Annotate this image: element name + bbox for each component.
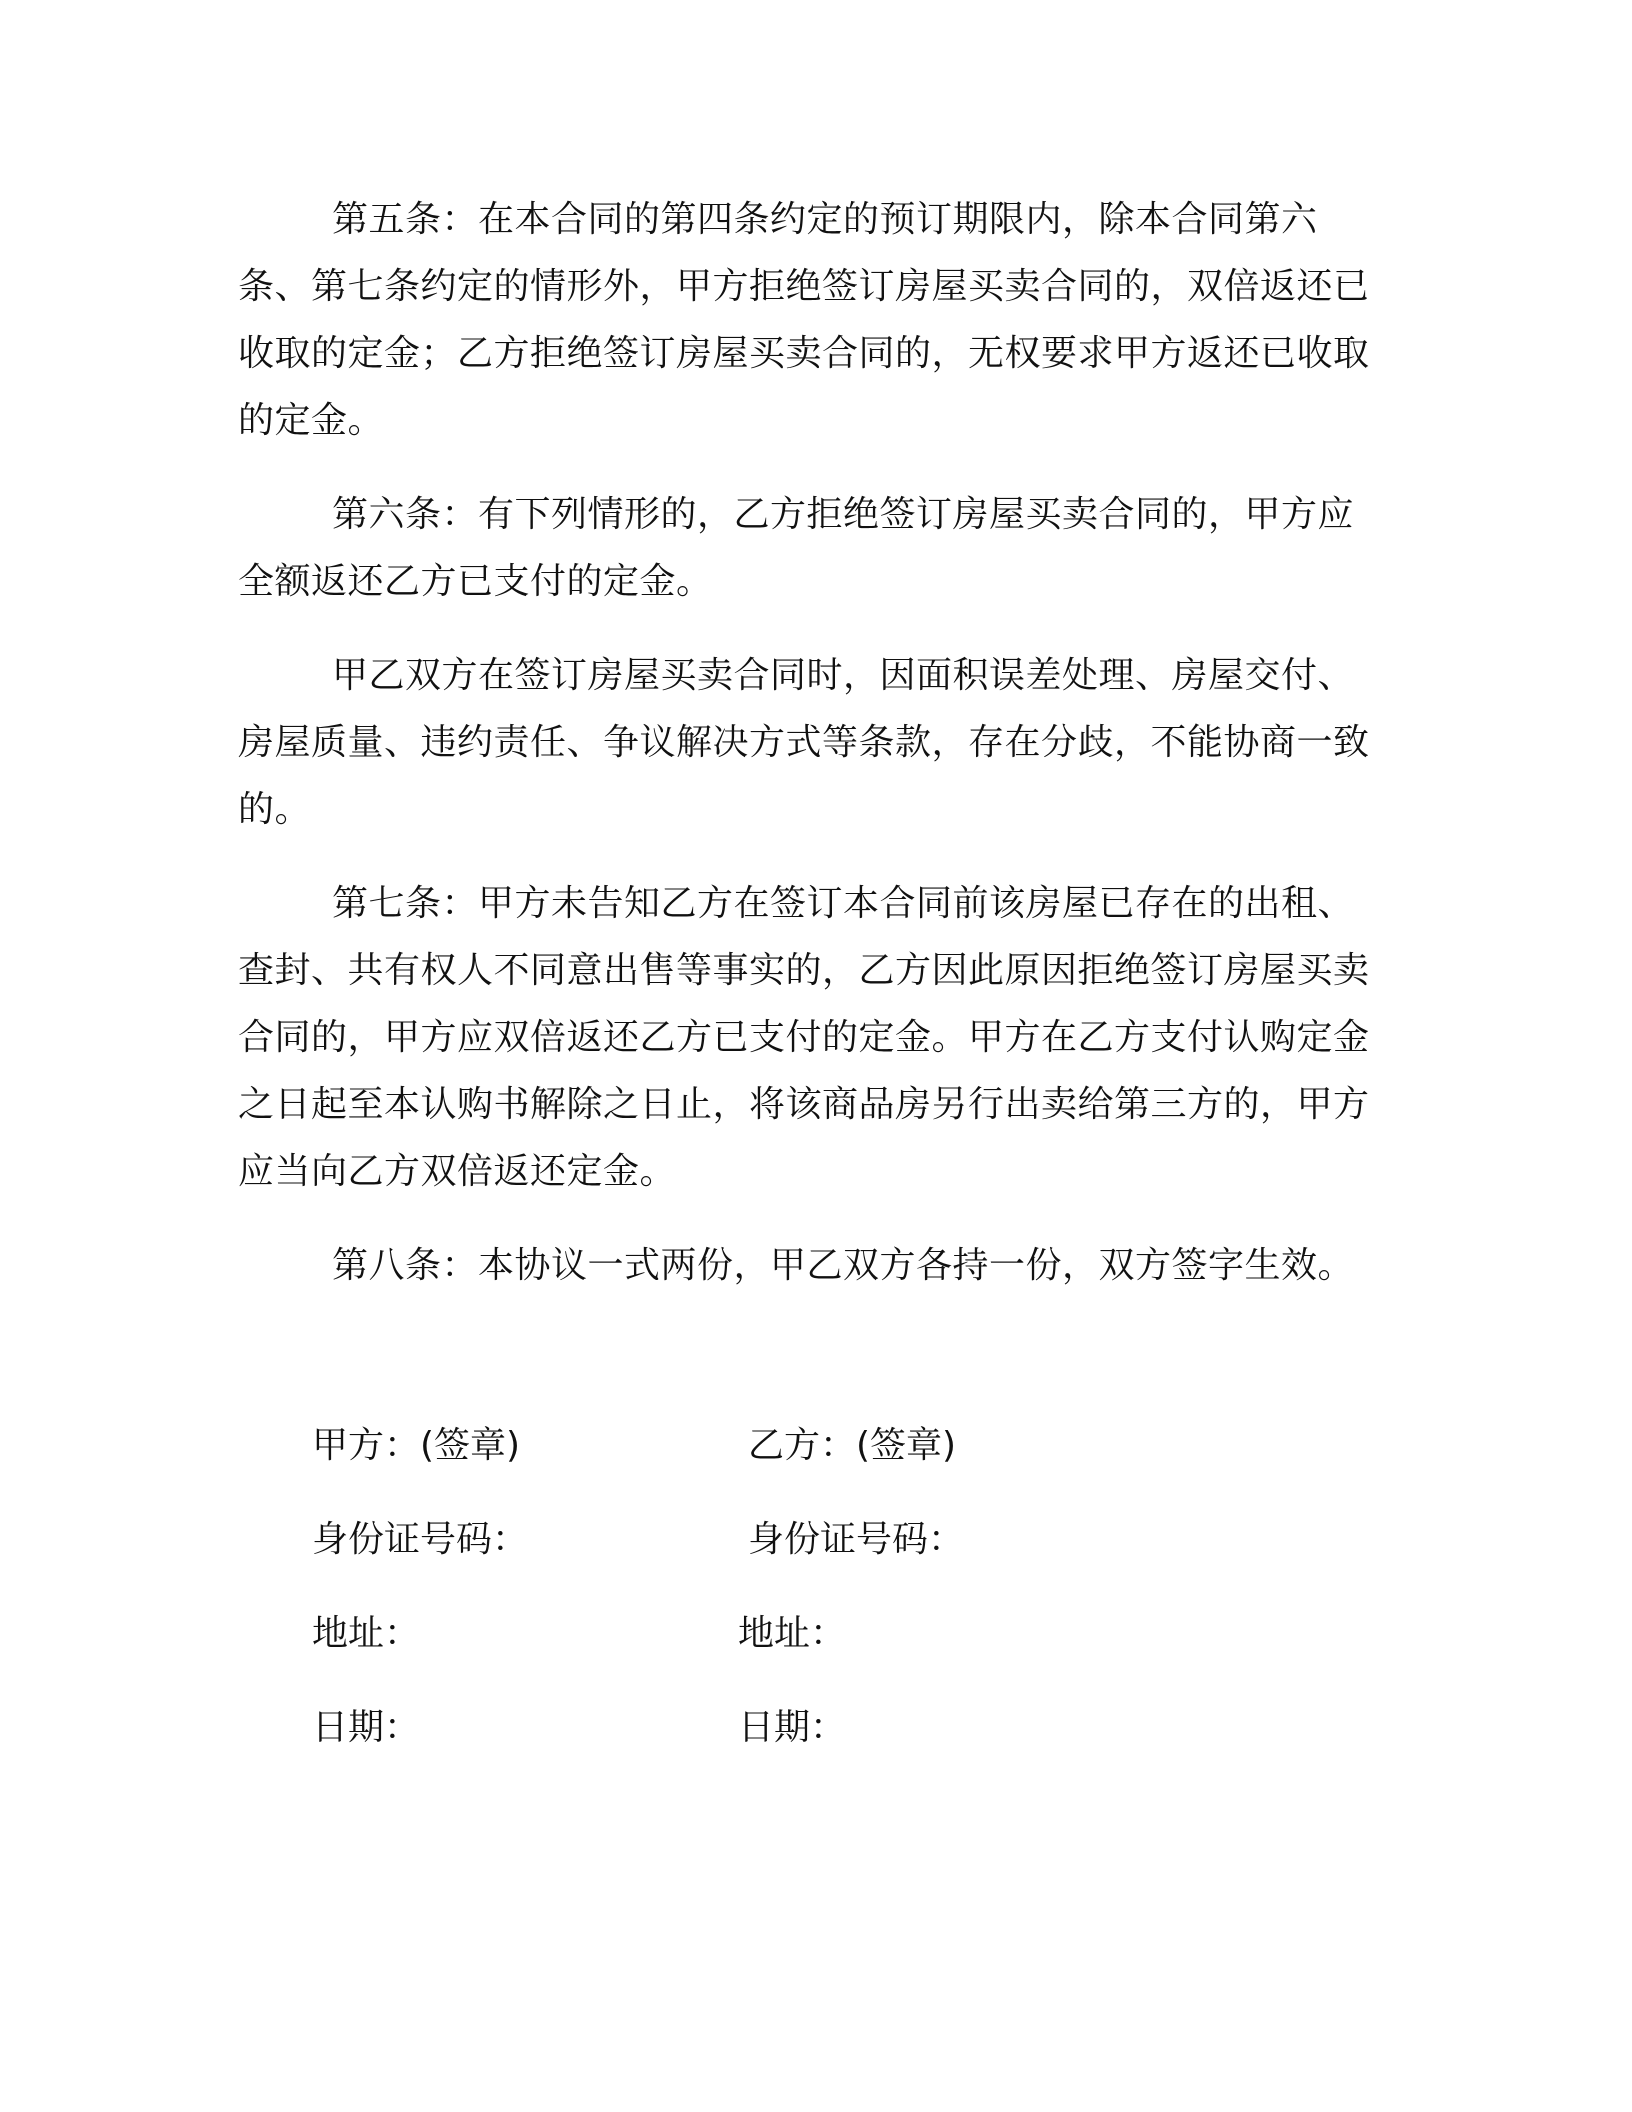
signature-seal-row [312, 1412, 1212, 1506]
party-a-id-label: 身份证号码： [312, 1519, 529, 1560]
signature-id-row [312, 1506, 1212, 1600]
party-a-date-label: 日期： [312, 1707, 421, 1748]
article-6-paragraph: 第六条：有下列情形的，乙方拒绝签订房屋买卖合同的，甲方应全额返还乙方已支付的定金。 [238, 494, 1355, 602]
party-a-address-label: 地址： [312, 1613, 421, 1654]
article-8-paragraph: 第八条：本协议一式两份，甲乙双方各持一份，双方签字生效。 [332, 1245, 1355, 1286]
article-5-paragraph: 第五条：在本合同的第四条约定的预订期限内，除本合同第六条、第七条约定的情形外，甲方拒绝签订房屋买卖合同的，双倍返还已收取的定金；乙方拒绝签订房屋买卖合同的，无权要求甲方返还已收取的定金。 [238, 199, 1370, 441]
party-b-seal-label: 乙方：(签章) [748, 1425, 957, 1466]
article-6-condition-paragraph: 甲乙双方在签订房屋买卖合同时，因面积误差处理、房屋交付、房屋质量、违约责任、争议解决方式等条款，存在分歧，不能协商一致的。 [238, 655, 1370, 830]
party-b-address-label: 地址： [738, 1613, 847, 1654]
signature-address-row [312, 1600, 1212, 1694]
party-b-date-label: 日期： [738, 1707, 847, 1748]
signature-block [312, 1412, 1212, 1788]
party-b-id-label: 身份证号码： [748, 1519, 965, 1560]
party-a-seal-label: 甲方：(签章) [312, 1425, 521, 1466]
contract-body [238, 186, 1388, 1326]
signature-date-row [312, 1694, 1212, 1788]
article-7-paragraph: 第七条：甲方未告知乙方在签订本合同前该房屋已存在的出租、查封、共有权人不同意出售等事实的，乙方因此原因拒绝签订房屋买卖合同的，甲方应双倍返还乙方已支付的定金。甲方在乙方支付认购定金之日起至本认购书解除之日止，将该商品房另行出卖给第三方的，甲方应当向乙方双倍返还定金。 [238, 883, 1370, 1192]
